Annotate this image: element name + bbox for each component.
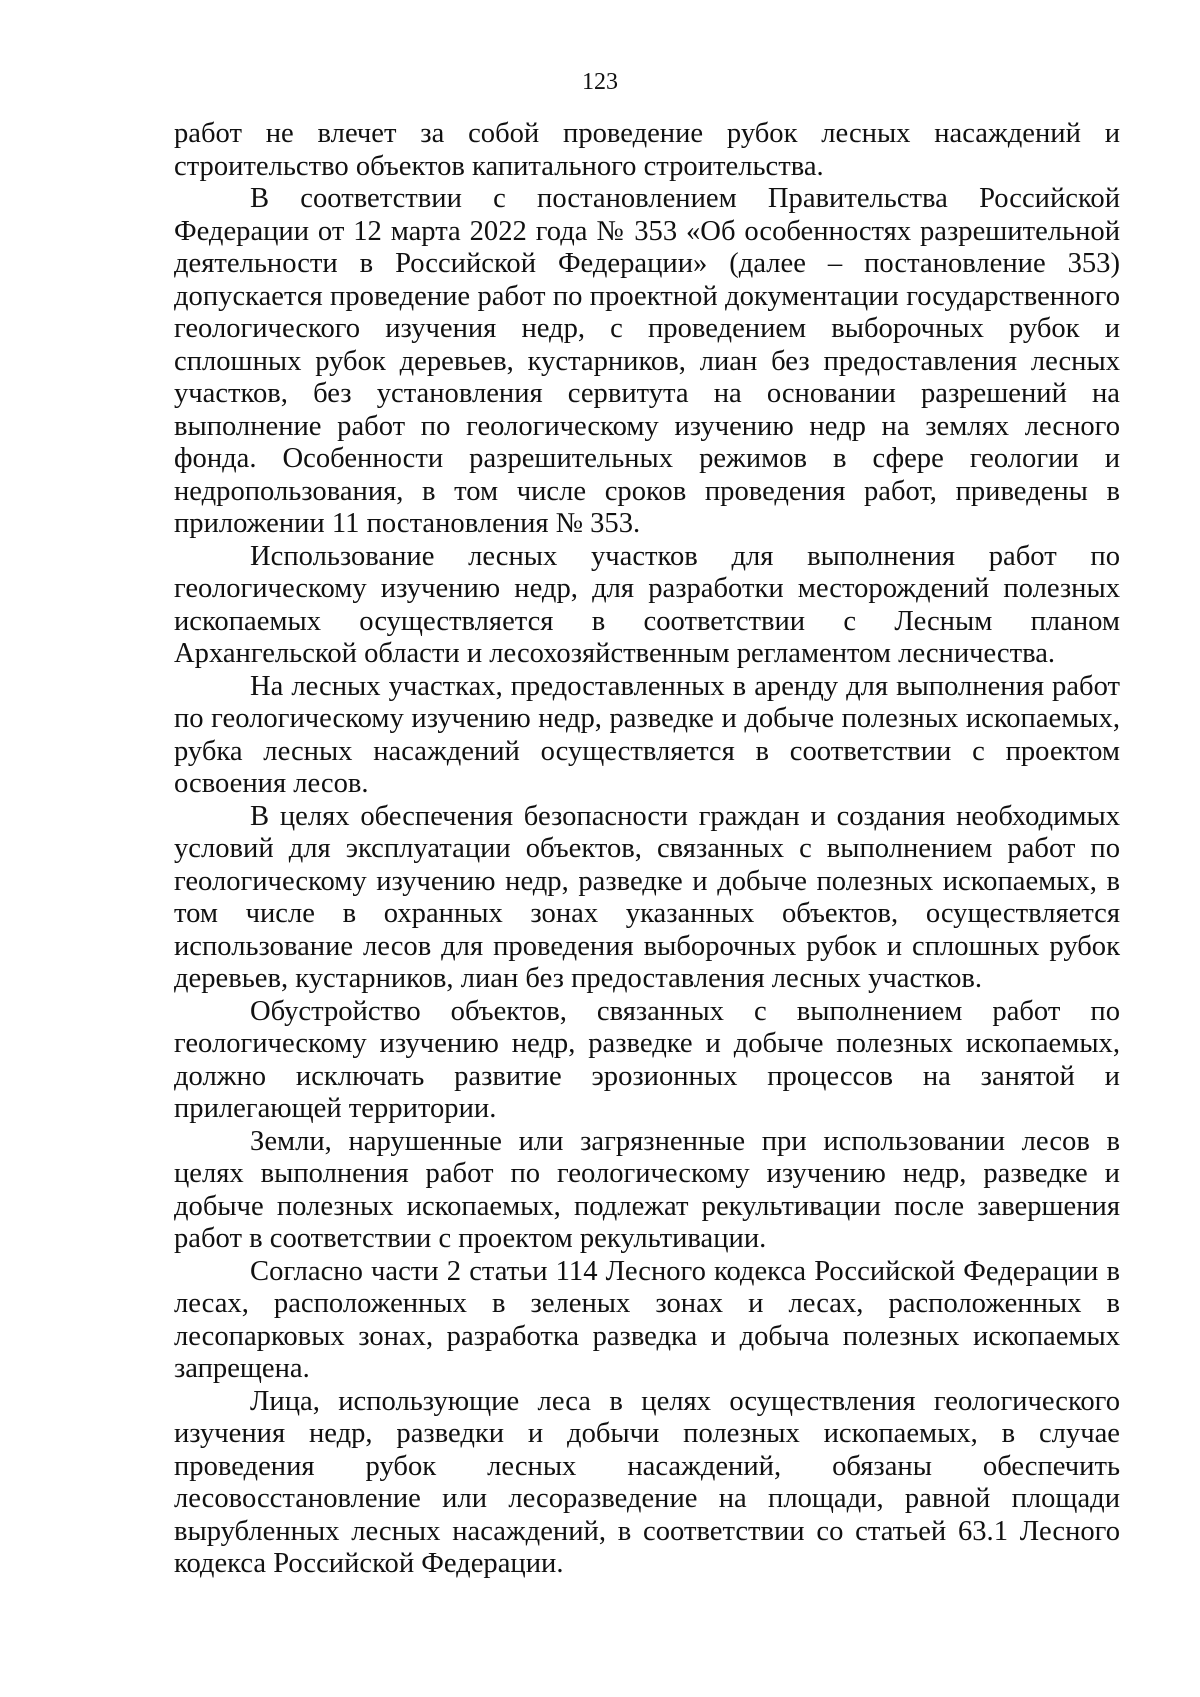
paragraph: На лесных участках, предоставленных в аренду для выполнения работ по геологическому изучению недр, разведке и добыче полезных ископаемых, рубка лесных насаждений осуществляется в соответствии с проектом освоения лесов. — [174, 670, 1120, 799]
paragraph: Использование лесных участков для выполнения работ по геологическому изучению недр, для разработки месторождений полезных ископаемых осуществляется в соответствии с Лесным планом Архангельской области и лесохозяйственным регламентом лесничества. — [174, 540, 1120, 669]
document-body — [174, 118, 1120, 1581]
paragraph: Обустройство объектов, связанных с выполнением работ по геологическому изучению недр, разведке и добыче полезных ископаемых, должно исключать развитие эрозионных процессов на занятой и прилегающей территории. — [174, 995, 1120, 1124]
paragraph: Лица, использующие леса в целях осуществления геологического изучения недр, разведки и добычи полезных ископаемых, в случае проведения рубок лесных насаждений, обязаны обеспечить лесовосстановление или лесоразведение на площади, равной площади вырубленных лесных насаждений, в соответствии со статьей 63.1 Лесного кодекса Российской Федерации. — [174, 1385, 1120, 1579]
page-number: 123 — [582, 69, 618, 95]
paragraph: Согласно части 2 статьи 114 Лесного кодекса Российской Федерации в лесах, расположенных в зеленых зонах и лесах, расположенных в лесопарковых зонах, разработка разведка и добыча полезных ископаемых запрещена. — [174, 1255, 1120, 1384]
paragraph: В соответствии с постановлением Правительства Российской Федерации от 12 марта 2022 года № 353 «Об особенностях разрешительной деятельности в Российской Федерации» (далее – постановление 353) допускается проведение работ по проектной документации государственного геологического изучения недр, с проведением выборочных рубок и сплошных рубок деревьев, кустарников, лиан без предоставления лесных участков, без установления сервитута на основании разрешений на выполнение работ по геологическому изучению недр на землях лесного фонда. Особенности разрешительных режимов в сфере геологии и недропользования, в том числе сроков проведения работ, приведены в приложении 11 постановления № 353. — [174, 183, 1120, 539]
paragraph: Земли, нарушенные или загрязненные при использовании лесов в целях выполнения работ по геологическому изучению недр, разведке и добыче полезных ископаемых, подлежат рекультивации после завершения работ в соответствии с проектом рекультивации. — [174, 1125, 1120, 1254]
paragraph: В целях обеспечения безопасности граждан и создания необходимых условий для эксплуатации объектов, связанных с выполнением работ по геологическому изучению недр, разведке и добыче полезных ископаемых, в том числе в охранных зонах указанных объектов, осуществляется использование лесов для проведения выборочных рубок и сплошных рубок деревьев, кустарников, лиан без предоставления лесных участков. — [174, 800, 1120, 994]
paragraph-continuation: работ не влечет за собой проведение рубок лесных насаждений и строительство объектов капитального строительства. — [174, 118, 1120, 182]
